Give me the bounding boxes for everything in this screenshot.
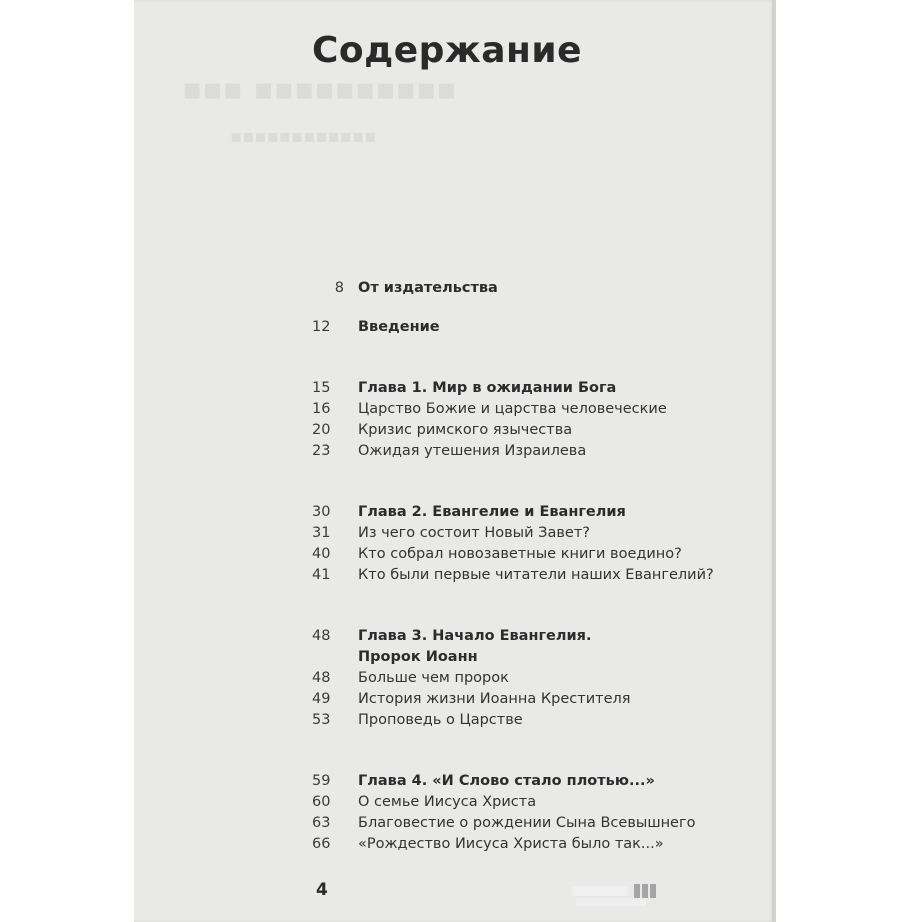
toc-entry [312, 813, 752, 834]
toc-page-number: 63 [312, 815, 331, 831]
toc-entry [312, 565, 752, 586]
stamp-icon [572, 880, 692, 908]
toc-entry-title: Ожидая утешения Израилева [358, 443, 587, 459]
toc-section [312, 278, 752, 299]
toc-chapter-heading [312, 647, 752, 668]
toc-entry [312, 792, 752, 813]
toc-section [312, 378, 752, 462]
toc-chapter-heading [312, 317, 752, 338]
toc-entry-title: О семье Иисуса Христа [358, 794, 537, 810]
toc-page-number: 16 [312, 401, 331, 417]
toc-page-number: 49 [312, 691, 331, 707]
toc-entry-title: Введение [358, 319, 440, 335]
toc-chapter-heading [312, 626, 752, 647]
toc-page-number: 30 [312, 504, 331, 520]
toc-section [312, 317, 752, 338]
table-of-contents [312, 278, 752, 895]
toc-chapter-heading [312, 378, 752, 399]
show-through-text: ▪▪▪▪▪▪▪▪▪▪▪▪ [230, 126, 377, 147]
toc-chapter-heading [312, 502, 752, 523]
toc-entry-title: История жизни Иоанна Крестителя [358, 691, 631, 707]
toc-entry-title: Глава 2. Евангелие и Евангелия [358, 504, 626, 520]
toc-page-number: 53 [312, 712, 331, 728]
toc-page-number: 20 [312, 422, 331, 438]
page-edge [772, 0, 776, 922]
show-through-text: ▪▪▪ ▪▪▪▪▪▪▪▪▪▪ [182, 72, 457, 107]
toc-page-number: 40 [312, 546, 331, 562]
toc-chapter-heading [312, 278, 752, 299]
toc-section [312, 626, 752, 731]
page-number: 4 [316, 880, 328, 900]
toc-entry [312, 689, 752, 710]
toc-page-number: 12 [312, 319, 331, 335]
toc-entry-title: Пророк Иоанн [358, 649, 478, 665]
toc-entry [312, 710, 752, 731]
toc-page-number: 60 [312, 794, 331, 810]
toc-section [312, 502, 752, 586]
toc-entry [312, 523, 752, 544]
toc-page-number: 15 [312, 380, 331, 396]
toc-page-number: 31 [312, 525, 331, 541]
toc-section [312, 771, 752, 855]
toc-page-number: 48 [312, 670, 331, 686]
toc-entry-title: Глава 3. Начало Евангелия. [358, 628, 592, 644]
toc-chapter-heading [312, 771, 752, 792]
toc-entry-title: Из чего состоит Новый Завет? [358, 525, 590, 541]
toc-entry-title: Кризис римского язычества [358, 422, 573, 438]
toc-entry-title: Больше чем пророк [358, 670, 509, 686]
toc-page-number: 66 [312, 836, 331, 852]
publisher-stamp [572, 880, 692, 908]
toc-entry-title: Глава 1. Мир в ожидании Бога [358, 380, 617, 396]
toc-page-number: 23 [312, 443, 331, 459]
toc-page-number: 41 [312, 567, 331, 583]
toc-entry-title: Проповедь о Царстве [358, 712, 523, 728]
toc-entry-title: Глава 4. «И Слово стало плотью...» [358, 773, 655, 789]
page-title: Содержание [312, 30, 583, 71]
toc-entry [312, 420, 752, 441]
toc-entry-title: От издательства [358, 280, 498, 296]
toc-entry [312, 399, 752, 420]
toc-entry-title: Кто были первые читатели наших Евангелий? [358, 567, 714, 583]
toc-entry [312, 668, 752, 689]
toc-page-number: 8 [334, 280, 344, 296]
toc-entry-title: Царство Божие и царства человеческие [358, 401, 667, 417]
toc-entry [312, 834, 752, 855]
toc-page-number: 59 [312, 773, 331, 789]
toc-entry [312, 441, 752, 462]
toc-entry-title: Благовестие о рождении Сына Всевышнего [358, 815, 696, 831]
toc-entry-title: «Рождество Иисуса Христа было так...» [358, 836, 664, 852]
toc-entry-title: Кто собрал новозаветные книги воедино? [358, 546, 682, 562]
toc-entry [312, 544, 752, 565]
toc-page-number: 48 [312, 628, 331, 644]
